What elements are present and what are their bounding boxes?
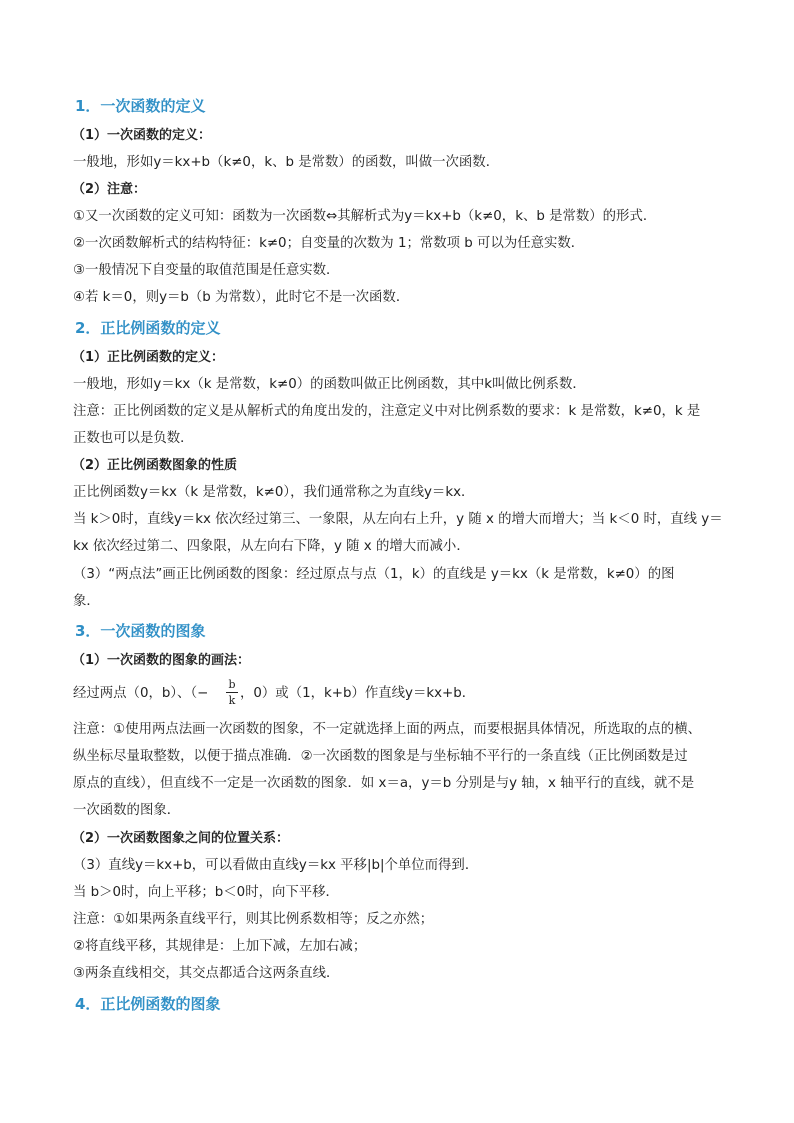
section-3-note-line: 纵坐标尽量取整数，以便于描点准确．②一次函数的图象是与坐标轴不平行的一条直线（正比例函数是过	[73, 749, 688, 764]
section-1-subheading-notes: （2）注意：	[72, 182, 147, 197]
section-2-heading: 2．正比例函数的定义	[75, 319, 221, 337]
section-3-note-line: 一次函数的图象．	[73, 803, 181, 818]
section-2-property-line: kx 依次经过第二、四象限，从左向右下降，y 随 x 的增大而减小．	[73, 539, 470, 554]
section-3-subheading-relations: （2）一次函数图象之间的位置关系：	[72, 831, 290, 846]
section-1-note-1: ①又一次函数的定义可知：函数为一次函数⇔其解析式为y＝kx+b（k≠0，k、b 是常数）的形式．	[73, 209, 657, 224]
section-3-drawing-method-end: ，0）或（1，k+b）作直线y＝kx+b．	[240, 686, 476, 701]
section-1-note-3: ③一般情况下自变量的取值范围是任意实数．	[73, 263, 340, 278]
section-2-subheading-properties: （2）正比例函数图象的性质	[72, 458, 238, 473]
section-2-property-line: 当 k＞0时，直线y＝kx 依次经过第三、一象限，从左向右上升，y 随 x 的增大而增大；当 k＜0 时，直线 y＝	[73, 512, 723, 527]
section-1-subheading-definition: （1）一次函数的定义：	[72, 128, 212, 143]
section-2-property-line: 正比例函数y＝kx（k 是常数，k≠0），我们通常称之为直线y＝kx．	[73, 485, 475, 500]
section-1-note-2: ②一次函数解析式的结构特征：k≠0；自变量的次数为 1；常数项 b 可以为任意实数．	[73, 236, 585, 251]
fraction-numerator: b	[228, 678, 236, 691]
section-3-relation-line: ②将直线平移，其规律是：上加下减，左加右减；	[73, 939, 367, 954]
section-3-relation-line: （3）直线y＝kx+b，可以看做由直线y＝kx 平移|b|个单位而得到．	[73, 858, 479, 873]
section-2-text-line: 正数也可以是负数．	[73, 431, 194, 446]
section-1-definition-text: 一般地，形如y＝kx+b（k≠0，k、b 是常数）的函数，叫做一次函数．	[73, 155, 500, 170]
fraction-denominator: k	[228, 694, 236, 707]
section-3-relation-line: ③两条直线相交，其交点都适合这两条直线．	[73, 966, 340, 981]
section-3-relation-line: 注意：①如果两条直线平行，则其比例系数相等；反之亦然；	[73, 912, 434, 927]
section-1-heading: 1．一次函数的定义	[75, 97, 206, 115]
section-3-heading: 3．一次函数的图象	[75, 622, 206, 640]
section-3-subheading-drawing: （1）一次函数的图象的画法：	[72, 653, 251, 668]
section-2-text-line: 注意：正比例函数的定义是从解析式的角度出发的，注意定义中对比例系数的要求：k 是常数，k≠0，k 是	[73, 404, 701, 419]
section-1-note-4: ④若 k＝0，则y＝b（b 为常数），此时它不是一次函数．	[73, 290, 410, 305]
section-3-note-line: 注意：①使用两点法画一次函数的图象，不一定就选择上面的两点，而要根据具体情况，所选取的点的横、	[73, 722, 701, 737]
section-2-text-line: 一般地，形如y＝kx（k 是常数，k≠0）的函数叫做正比例函数，其中k叫做比例系数．	[73, 377, 586, 392]
section-4-heading: 4．正比例函数的图象	[75, 995, 221, 1013]
fraction-bar	[226, 692, 238, 693]
section-2-property-line: （3）“两点法”画正比例函数的图象：经过原点与点（1，k）的直线是 y＝kx（k 是常数，k≠0）的图	[73, 567, 675, 582]
fraction-b-over-k	[226, 678, 238, 707]
section-3-drawing-method-start: 经过两点（0，b）、（−	[73, 686, 209, 701]
section-3-relation-line: 当 b＞0时，向上平移；b＜0时，向下平移．	[73, 885, 339, 900]
section-2-subheading-definition: （1）正比例函数的定义：	[72, 350, 225, 365]
section-3-note-line: 原点的直线），但直线不一定是一次函数的图象．如 x＝a，y＝b 分别是与y 轴，x 轴平行的直线，就不是	[73, 776, 695, 791]
section-2-property-line: 象．	[73, 594, 100, 609]
